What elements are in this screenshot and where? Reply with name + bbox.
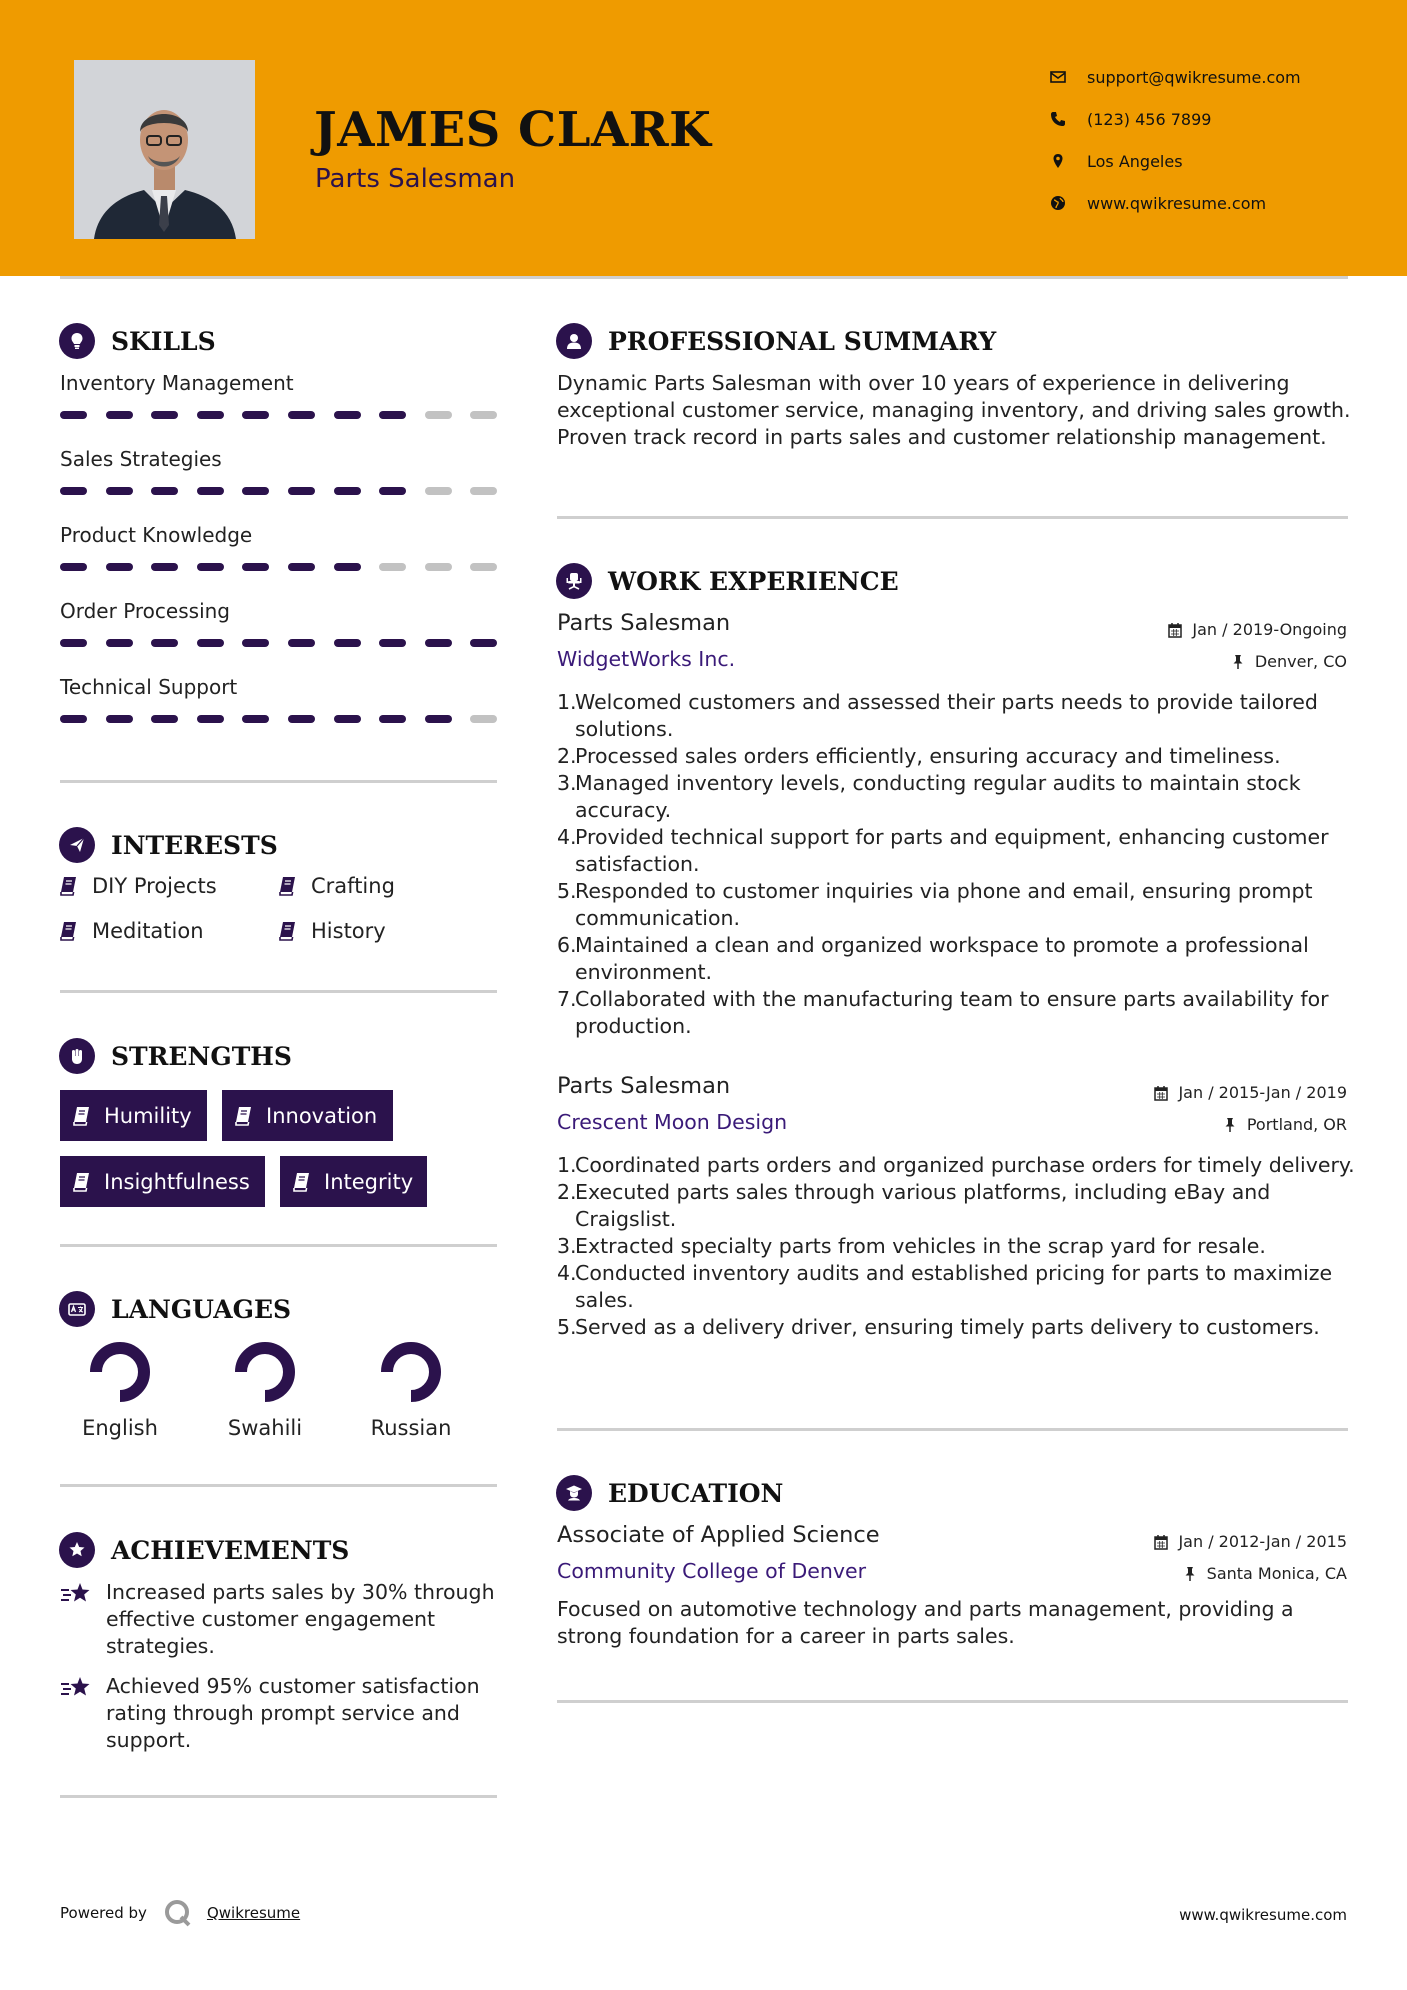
skill-dot-filled — [60, 715, 87, 723]
skill-dot-filled — [334, 487, 361, 495]
duty-item: 1. Coordinated parts orders and organized purchase orders for timely delivery. — [557, 1152, 1357, 1179]
skill-dot-filled — [106, 563, 133, 571]
job-duties-list — [557, 1152, 1357, 1341]
education-school: Community College of Denver — [557, 1559, 867, 1583]
skill-dot-filled — [60, 639, 87, 647]
skill-dot-filled — [288, 411, 315, 419]
section-divider — [60, 780, 497, 783]
qwikresume-logo-icon — [163, 1898, 193, 1928]
duty-text: Managed inventory levels, conducting regular audits to maintain stock accuracy. — [575, 771, 1301, 822]
duty-item: 6. Maintained a clean and organized workspace to promote a professional environment. — [557, 932, 1357, 986]
strength-label: Integrity — [324, 1169, 414, 1194]
skill-dot-filled — [425, 715, 452, 723]
duty-text: Maintained a clean and organized workspace to promote a professional environment. — [575, 933, 1309, 984]
skill-dot-filled — [151, 715, 178, 723]
skill-item — [60, 675, 500, 699]
achievement-item — [60, 1673, 500, 1754]
skill-dot-filled — [151, 563, 178, 571]
paper-plane-icon — [59, 827, 95, 863]
education-heading: EDUCATION — [608, 1478, 784, 1508]
experience-section-title — [556, 563, 899, 599]
strengths-section-title — [59, 1038, 292, 1074]
job-dates-text: Jan / 2019-Ongoing — [1192, 620, 1347, 639]
skill-dot-empty — [425, 411, 452, 419]
contact-phone-text: (123) 456 7899 — [1087, 109, 1212, 129]
section-divider — [60, 990, 497, 993]
summary-section-title — [556, 323, 996, 359]
interest-item — [279, 874, 395, 898]
skill-dot-filled — [379, 487, 406, 495]
contact-website[interactable] — [1050, 182, 1301, 224]
achievements-heading: ACHIEVEMENTS — [111, 1535, 350, 1565]
skill-dot-empty — [470, 411, 497, 419]
skill-level-bar — [60, 411, 500, 419]
job-location — [1231, 652, 1347, 671]
skill-dot-filled — [151, 487, 178, 495]
push-pin-icon — [1223, 1117, 1237, 1133]
calendar-icon — [1154, 1534, 1168, 1550]
language-level-ring — [379, 1340, 443, 1404]
contact-location-text: Los Angeles — [1087, 151, 1183, 171]
book-icon — [60, 921, 78, 941]
skill-item — [60, 599, 500, 623]
header-divider — [60, 276, 1348, 279]
book-icon — [234, 1106, 254, 1126]
contact-info — [1050, 56, 1301, 224]
achievement-text: Increased parts sales by 30% through effective customer engagement strategies. — [106, 1580, 495, 1658]
skill-dot-filled — [106, 639, 133, 647]
duty-text: Welcomed customers and assessed their parts needs to provide tailored solutions. — [575, 690, 1318, 741]
skill-dot-filled — [242, 639, 269, 647]
duty-text: Collaborated with the manufacturing team to ensure parts availability for production. — [575, 987, 1329, 1038]
language-item — [60, 1340, 180, 1440]
skill-name: Technical Support — [60, 675, 238, 699]
globe-icon — [1050, 195, 1066, 211]
book-icon — [72, 1172, 92, 1192]
section-divider — [60, 1795, 497, 1798]
duty-text: Coordinated parts orders and organized purchase orders for timely delivery. — [575, 1153, 1355, 1177]
section-divider — [557, 1428, 1348, 1431]
job-company: WidgetWorks Inc. — [557, 647, 736, 671]
skill-dot-filled — [151, 411, 178, 419]
skill-dot-filled — [60, 411, 87, 419]
section-divider — [557, 1700, 1348, 1703]
experience-heading: WORK EXPERIENCE — [608, 566, 899, 596]
strength-label: Humility — [104, 1103, 192, 1128]
language-icon — [59, 1291, 95, 1327]
duty-item: 2. Processed sales orders efficiently, ensuring accuracy and timeliness. — [557, 743, 1357, 770]
raised-fist-icon — [59, 1038, 95, 1074]
skill-dot-empty — [470, 715, 497, 723]
language-level-ring — [88, 1340, 152, 1404]
duty-text: Served as a delivery driver, ensuring timely parts delivery to customers. — [575, 1315, 1320, 1339]
skill-dot-filled — [197, 411, 224, 419]
job-header — [557, 610, 1347, 676]
skill-dot-filled — [106, 411, 133, 419]
calendar-icon — [1168, 622, 1182, 638]
skill-name: Order Processing — [60, 599, 230, 623]
strength-label: Insightfulness — [104, 1169, 250, 1194]
push-pin-icon — [1183, 1566, 1197, 1582]
skill-dot-filled — [470, 639, 497, 647]
job-location-text: Denver, CO — [1254, 652, 1347, 671]
book-icon — [60, 876, 78, 896]
duty-text: Provided technical support for parts and equipment, enhancing customer satisfaction. — [575, 825, 1329, 876]
skill-level-bar — [60, 563, 500, 571]
skills-section-title — [59, 323, 216, 359]
section-divider — [60, 1244, 497, 1247]
push-pin-icon — [1231, 654, 1245, 670]
skill-dot-filled — [242, 487, 269, 495]
skill-name: Inventory Management — [60, 371, 294, 395]
languages-section-title — [59, 1291, 291, 1327]
star-badge-icon — [59, 1532, 95, 1568]
duty-text: Conducted inventory audits and established pricing for parts to maximize sales. — [575, 1261, 1333, 1312]
duty-text: Responded to customer inquiries via phone and email, ensuring prompt communication. — [575, 879, 1313, 930]
duty-text: Processed sales orders efficiently, ensuring accuracy and timeliness. — [575, 744, 1281, 768]
interest-label: History — [311, 919, 386, 943]
skill-dot-filled — [242, 715, 269, 723]
job-location — [1223, 1115, 1347, 1134]
skill-dot-filled — [151, 639, 178, 647]
strength-badge — [222, 1090, 393, 1141]
skill-dot-filled — [197, 487, 224, 495]
skill-dot-filled — [106, 487, 133, 495]
book-icon — [279, 921, 297, 941]
book-icon — [292, 1172, 312, 1192]
interests-heading: INTERESTS — [111, 830, 278, 860]
contact-email[interactable] — [1050, 56, 1301, 98]
education-section-title — [556, 1475, 783, 1511]
skill-dot-empty — [379, 563, 406, 571]
phone-icon — [1050, 111, 1066, 127]
skill-dot-filled — [242, 563, 269, 571]
contact-phone[interactable] — [1050, 98, 1301, 140]
shooting-star-icon — [60, 1581, 92, 1607]
duty-item: 7. Collaborated with the manufacturing team to ensure parts availability for production. — [557, 986, 1357, 1040]
strength-label: Innovation — [266, 1103, 378, 1128]
achievement-text: Achieved 95% customer satisfaction rating through prompt service and support. — [106, 1674, 480, 1752]
powered-by-label: Powered by — [60, 1904, 147, 1922]
user-icon — [556, 323, 592, 359]
duty-item: 1. Welcomed customers and assessed their parts needs to provide tailored solutions. — [557, 689, 1357, 743]
duty-item: 4. Provided technical support for parts and equipment, enhancing customer satisfaction. — [557, 824, 1357, 878]
strength-badge — [60, 1090, 207, 1141]
duty-text: Extracted specialty parts from vehicles in the scrap yard for resale. — [575, 1234, 1266, 1258]
summary-heading: PROFESSIONAL SUMMARY — [608, 326, 997, 356]
profile-photo — [74, 60, 255, 239]
duty-text: Executed parts sales through various platforms, including eBay and Craigslist. — [575, 1180, 1271, 1231]
duty-item: 3. Extracted specialty parts from vehicles in the scrap yard for resale. — [557, 1233, 1357, 1260]
interest-item — [60, 919, 204, 943]
skill-dot-filled — [288, 715, 315, 723]
shooting-star-icon — [60, 1675, 92, 1701]
education-dates — [1154, 1532, 1347, 1551]
resume-header — [0, 0, 1407, 276]
language-item — [205, 1340, 325, 1440]
job-role: Parts Salesman — [557, 610, 731, 636]
interests-section-title — [59, 827, 278, 863]
skill-item — [60, 523, 500, 547]
skill-dot-empty — [425, 563, 452, 571]
skill-dot-filled — [288, 487, 315, 495]
interest-item — [60, 874, 217, 898]
languages-heading: LANGUAGES — [111, 1294, 292, 1324]
job-company: Crescent Moon Design — [557, 1110, 788, 1134]
skill-dot-empty — [425, 487, 452, 495]
skills-heading: SKILLS — [111, 326, 216, 356]
skill-dot-filled — [197, 563, 224, 571]
skill-dot-filled — [288, 563, 315, 571]
skill-dot-empty — [470, 563, 497, 571]
job-dates-text: Jan / 2015-Jan / 2019 — [1178, 1083, 1347, 1102]
achievement-item — [60, 1579, 500, 1660]
education-description: Focused on automotive technology and parts management, providing a strong foundation for a career in parts sales. — [557, 1597, 1294, 1648]
language-label: English — [82, 1416, 158, 1440]
skill-item — [60, 447, 500, 471]
skill-dot-filled — [60, 487, 87, 495]
skill-level-bar — [60, 487, 500, 495]
education-degree: Associate of Applied Science — [557, 1522, 880, 1548]
skill-dot-filled — [288, 639, 315, 647]
strength-badge — [60, 1156, 265, 1207]
strength-badge — [280, 1156, 427, 1207]
skill-dot-filled — [334, 411, 361, 419]
job-location-text: Portland, OR — [1246, 1115, 1347, 1134]
interest-label: Meditation — [92, 919, 204, 943]
skill-dot-filled — [334, 639, 361, 647]
duty-item: 5. Served as a delivery driver, ensuring timely parts delivery to customers. — [557, 1314, 1357, 1341]
language-label: Russian — [370, 1416, 452, 1440]
duty-item: 4. Conducted inventory audits and established pricing for parts to maximize sales. — [557, 1260, 1357, 1314]
skill-item — [60, 371, 500, 395]
skill-level-bar — [60, 639, 500, 647]
duty-item: 5. Responded to customer inquiries via phone and email, ensuring prompt communication. — [557, 878, 1357, 932]
language-level-ring — [233, 1340, 297, 1404]
envelope-icon — [1050, 69, 1066, 85]
map-pin-icon — [1050, 153, 1066, 169]
education-location-text: Santa Monica, CA — [1206, 1564, 1347, 1583]
skill-dot-filled — [425, 639, 452, 647]
job-role: Parts Salesman — [557, 1073, 731, 1099]
education-dates-text: Jan / 2012-Jan / 2015 — [1178, 1532, 1347, 1551]
duty-item: 2. Executed parts sales through various platforms, including eBay and Craigslist. — [557, 1179, 1357, 1233]
skill-dot-filled — [106, 715, 133, 723]
skill-dot-filled — [197, 715, 224, 723]
education-header — [557, 1522, 1347, 1588]
office-chair-icon — [556, 563, 592, 599]
section-divider — [557, 516, 1348, 519]
calendar-icon — [1154, 1085, 1168, 1101]
strengths-heading: STRENGTHS — [111, 1041, 292, 1071]
book-icon — [279, 876, 297, 896]
interest-label: Crafting — [311, 874, 395, 898]
skill-dot-filled — [379, 411, 406, 419]
job-dates — [1154, 1083, 1347, 1102]
brand-link[interactable]: Qwikresume — [206, 1904, 301, 1922]
footer-website[interactable]: www.qwikresume.com — [1179, 1906, 1347, 1924]
achievements-section-title — [59, 1532, 349, 1568]
skill-dot-empty — [470, 487, 497, 495]
job-duties-list — [557, 689, 1357, 1040]
candidate-title: Parts Salesman — [315, 164, 516, 194]
powered-by — [60, 1898, 300, 1928]
skill-level-bar — [60, 715, 500, 723]
job-header — [557, 1073, 1347, 1139]
job-dates — [1168, 620, 1347, 639]
summary-text: Dynamic Parts Salesman with over 10 years of experience in delivering exceptional customer service, managing inventory, and driving sales growth. Proven track record in parts sales and customer relationship management. — [557, 371, 1351, 449]
language-item — [351, 1340, 471, 1440]
contact-location — [1050, 140, 1301, 182]
duty-item: 3. Managed inventory levels, conducting regular audits to maintain stock accuracy. — [557, 770, 1357, 824]
language-label: Swahili — [227, 1416, 303, 1440]
skill-dot-filled — [334, 563, 361, 571]
book-icon — [72, 1106, 92, 1126]
interest-label: DIY Projects — [92, 874, 217, 898]
interest-item — [279, 919, 386, 943]
contact-website-text: www.qwikresume.com — [1087, 193, 1267, 213]
skill-dot-filled — [197, 639, 224, 647]
skill-name: Product Knowledge — [60, 523, 253, 547]
graduate-icon — [556, 1475, 592, 1511]
section-divider — [60, 1484, 497, 1487]
lightbulb-icon — [59, 323, 95, 359]
contact-email-text: support@qwikresume.com — [1087, 67, 1301, 87]
skill-dot-filled — [379, 715, 406, 723]
skill-name: Sales Strategies — [60, 447, 222, 471]
skill-dot-filled — [379, 639, 406, 647]
education-location — [1183, 1564, 1347, 1583]
skill-dot-filled — [60, 563, 87, 571]
skill-dot-filled — [334, 715, 361, 723]
skill-dot-filled — [242, 411, 269, 419]
candidate-name: JAMES CLARK — [314, 102, 712, 158]
